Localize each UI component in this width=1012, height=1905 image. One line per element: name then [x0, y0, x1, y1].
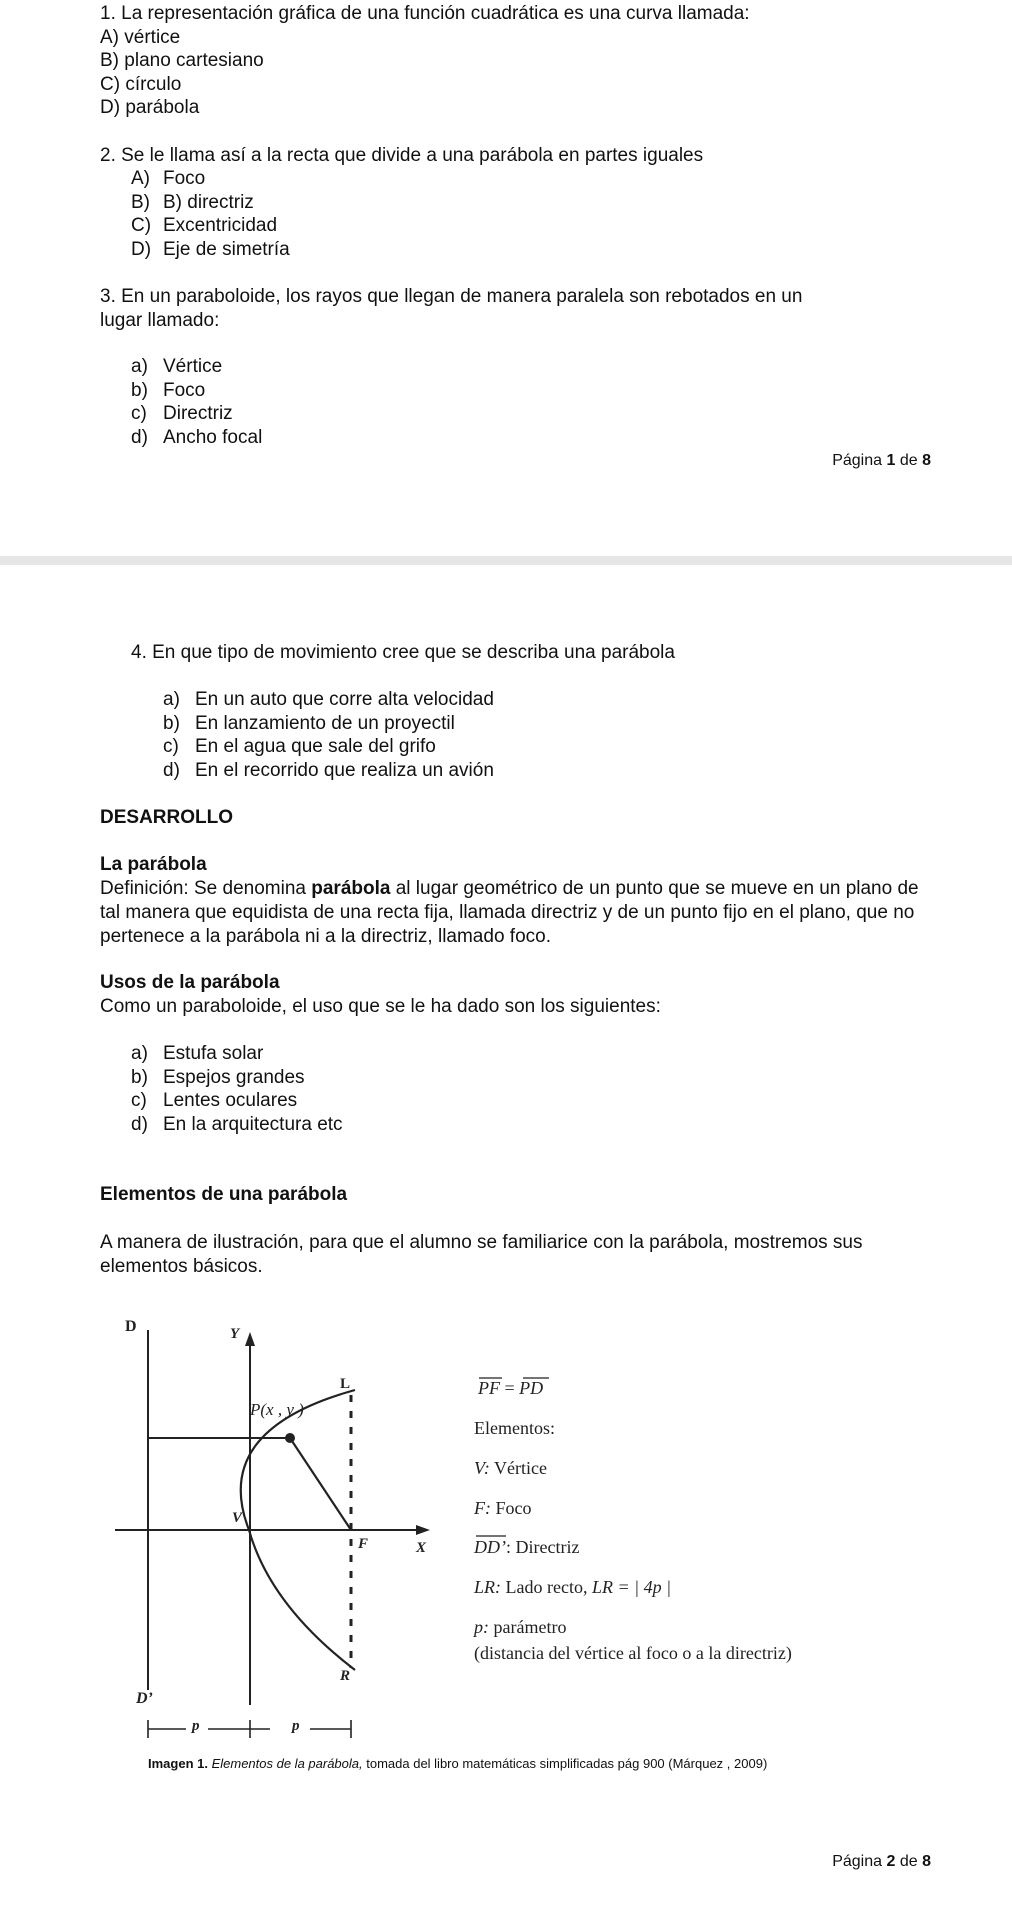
label-y: Y	[230, 1326, 240, 1342]
q1-option-a: A) vértice	[100, 27, 181, 48]
q1-option-c: C) círculo	[100, 74, 182, 95]
page-1-footer: Página 1 de 8	[832, 452, 931, 469]
label-v: V	[232, 1510, 243, 1526]
label-p-2: p	[292, 1718, 300, 1734]
legend-vertice: V: Vértice	[474, 1458, 547, 1478]
x-axis-arrow	[416, 1525, 430, 1535]
usos-item-b: b) Espejos grandes	[131, 1067, 305, 1088]
usos-item-d: d) En la arquitectura etc	[131, 1114, 343, 1135]
label-f: F	[358, 1536, 369, 1552]
question-4-text: 4. En que tipo de movimiento cree que se describa una parábola	[131, 642, 675, 663]
legend-lado-recto: LR: Lado recto, LR = | 4p |	[474, 1577, 672, 1597]
label-p-1: p	[192, 1718, 200, 1734]
q3-option-a: a) Vértice	[131, 356, 223, 377]
legend-directriz: DD’: Directriz	[474, 1537, 580, 1557]
figure-caption: Imagen 1. Elementos de la parábola, tomada del libro matemáticas simplificadas pág 900 (Márquez , 2009)	[148, 1756, 768, 1771]
q2-option-d: D) Eje de simetría	[131, 239, 290, 260]
legend-equation: PF = PD	[478, 1378, 544, 1398]
question-1-text: 1. La representación gráfica de una función cuadrática es una curva llamada:	[100, 3, 750, 24]
desarrollo-heading: DESARROLLO	[100, 807, 233, 828]
q1-option-d: D) parábola	[100, 97, 200, 118]
q4-option-a: a) En un auto que corre alta velocidad	[163, 689, 494, 710]
question-3-line-1: 3. En un paraboloide, los rayos que llegan de manera paralela son rebotados en un	[100, 286, 803, 307]
parabola-heading: La parábola	[100, 854, 207, 875]
usos-item-a: a) Estufa solar	[131, 1043, 264, 1064]
legend-parametro-note: (distancia del vértice al foco o a la directriz)	[474, 1643, 792, 1663]
q4-option-b: b) En lanzamiento de un proyectil	[163, 713, 455, 734]
q2-option-a: A) Foco	[131, 168, 206, 189]
q1-option-b: B) plano cartesiano	[100, 50, 264, 71]
legend-title: Elementos:	[474, 1418, 555, 1438]
question-3-line-2: lugar llamado:	[100, 310, 220, 331]
q2-option-c: C) Excentricidad	[131, 215, 278, 236]
usos-item-c: c) Lentes oculares	[131, 1090, 298, 1111]
usos-heading: Usos de la parábola	[100, 972, 280, 993]
q3-option-d: d) Ancho focal	[131, 427, 263, 448]
q4-option-d: d) En el recorrido que realiza un avión	[163, 760, 494, 781]
label-d: D	[125, 1318, 137, 1335]
question-2-text: 2. Se le llama así a la recta que divide a una parábola en partes iguales	[100, 145, 704, 166]
page-2-footer: Página 2 de 8	[832, 1853, 931, 1870]
legend-foco: F: Foco	[474, 1498, 532, 1518]
pf-segment	[290, 1438, 351, 1530]
q2-option-b: B) B) directriz	[131, 192, 254, 213]
y-axis-arrow	[245, 1332, 255, 1346]
q3-option-b: b) Foco	[131, 380, 206, 401]
label-x: X	[416, 1540, 427, 1556]
q3-option-c: c) Directriz	[131, 403, 233, 424]
usos-intro: Como un paraboloide, el uso que se le ha dado son los siguientes:	[100, 996, 661, 1017]
legend-parametro: p: parámetro	[474, 1617, 567, 1637]
label-p-point: P(x , y )	[250, 1400, 304, 1419]
parabola-definition: Definición: Se denomina parábola al lugar geométrico de un punto que se mueve en un plano de tal manera que equidista de una recta fija, llamada directriz y de un punto fijo en el plano, que no pertenece a la parábola ni a la directriz, llamado foco.	[100, 878, 919, 947]
label-d-prime: D’	[136, 1690, 153, 1707]
elementos-intro: A manera de ilustración, para que el alumno se familiarice con la parábola, mostremos sus elementos básicos.	[100, 1232, 863, 1277]
label-l: L	[340, 1376, 351, 1392]
point-p	[285, 1433, 295, 1443]
elementos-heading: Elementos de una parábola	[100, 1184, 348, 1205]
label-r: R	[340, 1668, 351, 1684]
q4-option-c: c) En el agua que sale del grifo	[163, 736, 436, 757]
